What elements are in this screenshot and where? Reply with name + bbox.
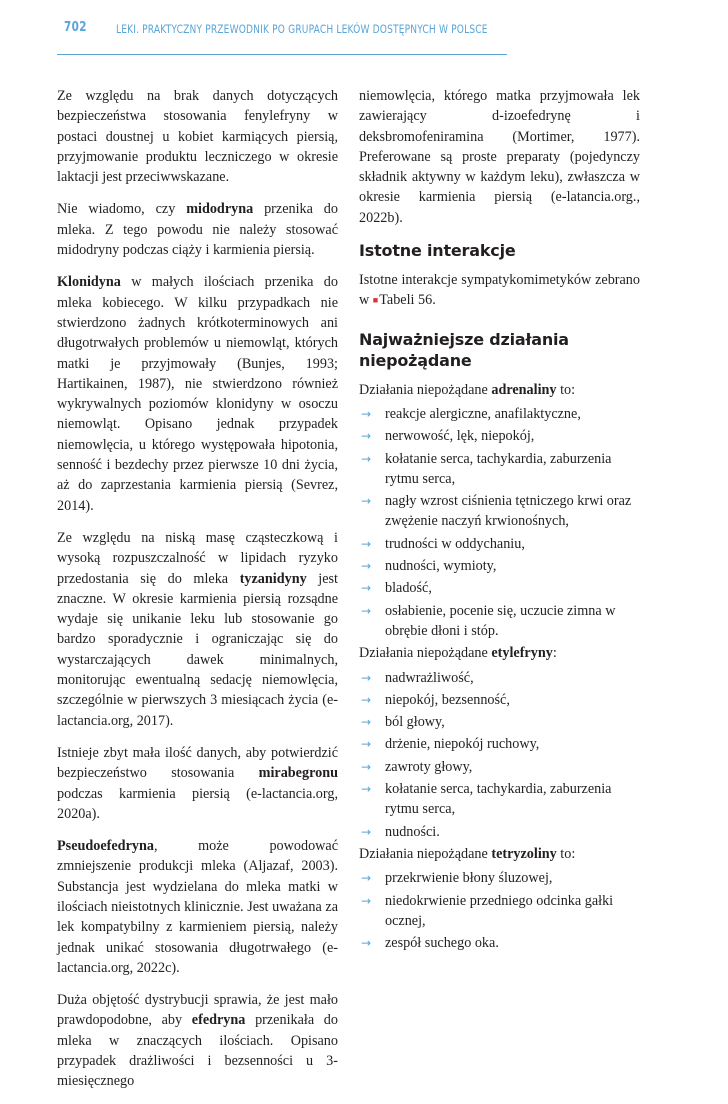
- arrow-bullet-icon: →: [361, 581, 372, 596]
- list-item: → ból głowy,: [359, 712, 640, 732]
- drug-name: etylefryny: [491, 645, 553, 662]
- drug-name: adrenaliny: [491, 381, 557, 398]
- arrow-bullet-icon: →: [361, 603, 372, 618]
- arrow-bullet-icon: →: [361, 893, 372, 908]
- list-item: → przekrwienie błony śluzowej,: [359, 868, 640, 888]
- list-adrenalina: [359, 404, 640, 641]
- arrow-bullet-icon: →: [361, 429, 372, 444]
- arrow-bullet-icon: →: [361, 871, 372, 886]
- list-item: → bladość,: [359, 578, 640, 598]
- intro-tetryzolina: Działania niepożądane tetryzoliny to:: [359, 845, 576, 862]
- drug-name: Klonidyna: [57, 274, 121, 291]
- list-item: → trudności w oddychaniu,: [359, 534, 640, 554]
- arrow-bullet-icon: →: [361, 559, 372, 574]
- list-item: → nagły wzrost ciśnienia tętniczego krwi oraz zwężenie naczyń krwionośnych,: [361, 493, 632, 530]
- list-item: → kołatanie serca, tachykardia, zaburzenia rytmu serca,: [361, 781, 612, 818]
- list-item: → kołatanie serca, tachykardia, zaburzenia rytmu serca,: [361, 450, 612, 487]
- drug-name: midodryna: [186, 201, 254, 218]
- arrow-bullet-icon: →: [361, 494, 372, 509]
- list-item: → niedokrwienie przedniego odcinka gałki ocznej,: [361, 892, 614, 929]
- table-link[interactable]: Tabeli 56.: [379, 292, 436, 309]
- arrow-bullet-icon: →: [361, 451, 372, 466]
- left-column: [57, 86, 338, 1104]
- list-item: → zespół suchego oka.: [359, 933, 640, 953]
- paragraph-efedryna: Duża objętość dystrybucji sprawia, że jest mało prawdopodobne, aby efedryna przenikała do mleka w znaczących ilościach. Opisano przypadek drażliwości i bezsenności u 3-miesięcznego: [57, 992, 338, 1090]
- list-item: → nadwrażliwość,: [359, 668, 640, 688]
- intro-adrenalina: Działania niepożądane adrenaliny to:: [359, 381, 576, 398]
- page-number: 702: [64, 20, 87, 35]
- arrow-bullet-icon: →: [361, 737, 372, 752]
- arrow-bullet-icon: →: [361, 670, 372, 685]
- header-rule: [57, 54, 507, 55]
- paragraph-klonidyna: Klonidyna w małych ilościach przenika do mleka kobiecego. W kilku przypadkach nie stwierdzono żadnych krótkoterminowych ani długotrwałych problemów u niemowląt, których matki je przyjmowały (Bunjes, 1993; Hartikainen, 1987), nie stwierdzono również wykrywalnych poziomów klonidyny w osoczu niemowląt. Opisano jednak przypadek niemowlęcia, u którego występowała hipotonia, senność i bezdechy przez pierwsze 10 dni życia, aż do zaprzestania karmienia piersią (Sevrez, 2014).: [57, 274, 338, 514]
- arrow-bullet-icon: →: [361, 782, 372, 797]
- list-tetryzolina: [359, 868, 640, 953]
- list-etylefryna: [359, 668, 640, 842]
- arrow-bullet-icon: →: [361, 536, 372, 551]
- list-item: → nerwowość, lęk, niepokój,: [359, 426, 640, 446]
- drug-name: efedryna: [191, 1012, 246, 1029]
- paragraph-pseudoefedryna: Pseudoefedryna, może powodować zmniejszenie produkcji mleka (Aljazaf, 2003). Substancja jest wydzielana do mleka matki w ilościach nieistotnych klinicznie. Jest uważana za lek kompatybilny z karmieniem piersią, należy jednak unikać stosowania długotrwałego (e-lactancia.org, 2022c).: [57, 838, 338, 976]
- arrow-bullet-icon: →: [361, 406, 372, 421]
- arrow-bullet-icon: →: [361, 692, 372, 707]
- running-head: LEKI. PRAKTYCZNY PRZEWODNIK PO GRUPACH LEKÓW DOSTĘPNYCH W POLSCE: [116, 22, 488, 36]
- list-item: → niepokój, bezsenność,: [359, 690, 640, 710]
- list-item: → drżenie, niepokój ruchowy,: [359, 734, 640, 754]
- drug-name: Pseudoefedryna: [57, 838, 154, 855]
- paragraph-mirabegron: Istnieje zbyt mała ilość danych, aby potwierdzić bezpieczeństwo stosowania mirabegronu podczas karmienia piersią (e-lactancia.org, 2020a).: [57, 744, 338, 822]
- heading-adverse-effects: Najważniejsze działania niepożądane: [359, 329, 569, 370]
- arrow-bullet-icon: →: [361, 715, 372, 730]
- paragraph-midodryna: Nie wiadomo, czy midodryna przenika do mleka. Z tego powodu nie należy stosować midodryny podczas ciąży i karmienia piersią.: [57, 201, 338, 259]
- arrow-bullet-icon: →: [361, 759, 372, 774]
- paragraph-tyzanidyna: Ze względu na niską masę cząsteczkową i wysoką rozpuszczalność w lipidach ryzyko przedostania się do mleka tyzanidyny jest znaczne. W okresie karmienia piersią rozsądne wydaje się unikanie leku lub stosowanie go bardzo sporadycznie i ograniczając się do wystarczających dawek minimalnych, monitorując ewentualną sedację niemowlęcia, szczególnie w pierwszych 3 miesiącach życia (e-lactancia.org, 2017).: [57, 529, 338, 729]
- list-item: → reakcje alergiczne, anafilaktyczne,: [359, 404, 640, 424]
- arrow-bullet-icon: →: [361, 936, 372, 951]
- heading-interactions: Istotne interakcje: [359, 241, 516, 261]
- paragraph-continued: niemowlęcia, którego matka przyjmowała lek zawierający d-izoefedrynę i deksbromofeniramina (Mortimer, 1977). Preferowane są proste preparaty (pojedynczy składnik aktywny w każdym leku), zwłaszcza w okresie karmienia piersią (e-latancia.org., 2022b).: [359, 88, 640, 226]
- intro-etylefryna: Działania niepożądane etylefryny:: [359, 645, 557, 662]
- arrow-bullet-icon: →: [361, 824, 372, 839]
- list-item: → osłabienie, pocenie się, uczucie zimna w obrębie dłoni i stóp.: [361, 602, 616, 639]
- paragraph-interactions: Istotne interakcje sympatykomimetyków zebrano w ■Tabeli 56.: [359, 272, 640, 309]
- drug-name: mirabegronu: [258, 765, 338, 782]
- paragraph-fenylefryna: Ze względu na brak danych dotyczących bezpieczeństwa stosowania fenylefryny w postaci doustnej u kobiet karmiących piersią, przyjmowanie produktu leczniczego w okresie laktacji jest przeciwwskazane.: [57, 88, 338, 186]
- right-column: [359, 86, 640, 955]
- page-header: [0, 0, 728, 58]
- list-item: → nudności, wymioty,: [359, 556, 640, 576]
- drug-name: tetryzoliny: [491, 845, 557, 862]
- drug-name: tyzanidyny: [239, 570, 307, 587]
- list-item: → nudności.: [359, 822, 640, 842]
- table-ref-icon: ■: [372, 295, 379, 306]
- list-item: → zawroty głowy,: [359, 757, 640, 777]
